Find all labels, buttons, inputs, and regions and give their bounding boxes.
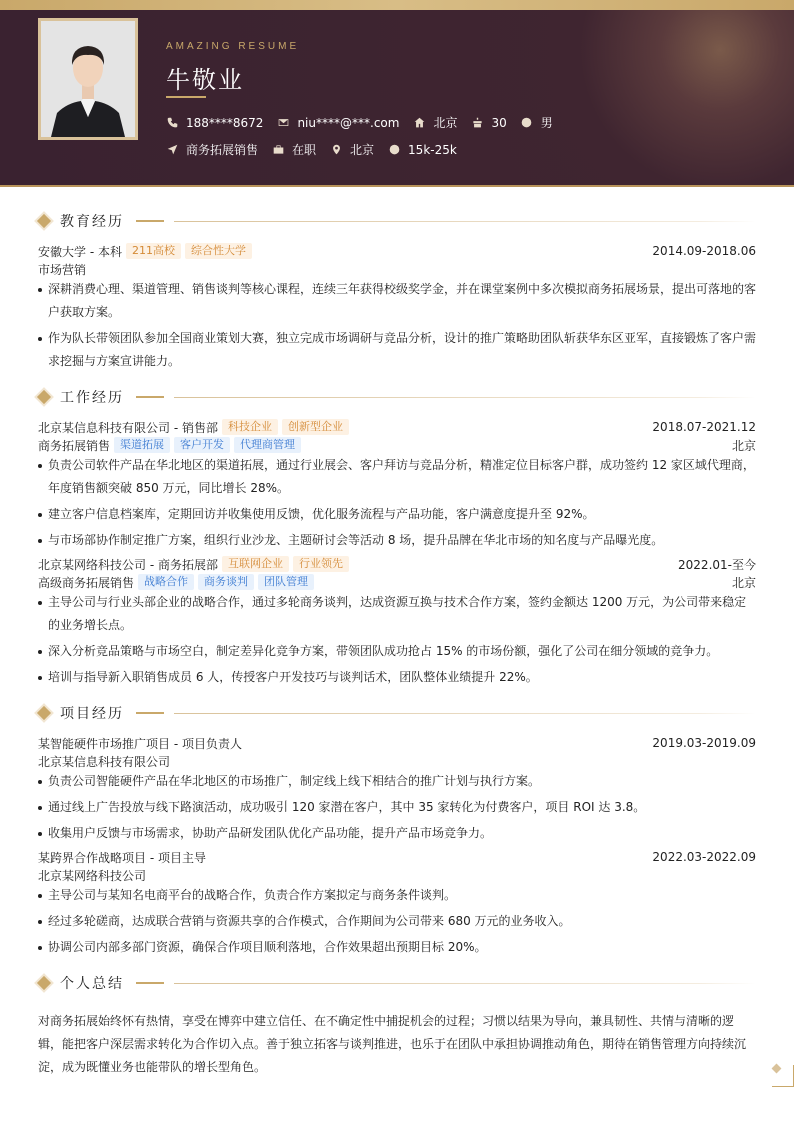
list-item: 深耕消费心理、渠道管理、销售谈判等核心课程，连续三年获得校级奖学金，并在课堂案例中多次模拟商务拓展场景，提出可落地的客户获取方案。 <box>38 278 756 324</box>
section-education <box>38 200 756 242</box>
education-tag: 211高校 <box>126 243 181 259</box>
portrait-image <box>41 21 135 137</box>
list-item: 通过线上广告投放与线下路演活动，成功吸引 120 家潜在客户，其中 35 家转化为付费客户，项目 ROI 达 3.8。 <box>38 796 756 819</box>
project-org: 北京某网络科技公司 <box>38 868 147 883</box>
work-entry-head <box>38 418 756 436</box>
diamond-icon <box>37 976 51 990</box>
title-dash <box>136 712 164 714</box>
work-bullets <box>38 454 756 552</box>
briefcase-icon <box>272 144 284 156</box>
skill-tag: 商务谈判 <box>198 574 254 590</box>
list-item: 主导公司与行业头部企业的战略合作，通过多轮商务谈判，达成资源互换与技术合作方案，签约金额达 1200 万元，为公司带来稳定的业务增长点。 <box>38 591 756 637</box>
profile-photo <box>38 18 138 140</box>
education-bullets <box>38 278 756 373</box>
title-line <box>174 983 756 984</box>
salary-item <box>388 143 457 157</box>
list-item: 协调公司内部多部门资源，确保合作项目顺利落地，合作效果超出预期目标 20%。 <box>38 936 756 959</box>
candidate-name: 牛敬业 <box>166 66 244 94</box>
project-title: 某智能硬件市场推广项目 - 项目负责人 <box>38 736 242 751</box>
target-city-item <box>330 141 374 158</box>
title-dash <box>136 396 164 398</box>
project-title: 某跨界合作战略项目 - 项目主导 <box>38 850 206 865</box>
work-location: 北京 <box>731 438 756 453</box>
mail-icon <box>277 117 289 129</box>
gender-item <box>521 114 553 131</box>
location-pin-icon <box>330 144 342 156</box>
email-item <box>277 116 399 130</box>
skill-tag: 战略合作 <box>138 574 194 590</box>
contact-row <box>166 114 567 131</box>
status-item <box>272 141 316 158</box>
role-line <box>38 436 756 454</box>
job-intent-row <box>166 141 471 158</box>
age-item <box>471 116 506 130</box>
job-target-text: 商务拓展销售 <box>186 143 259 157</box>
list-item: 负责公司智能硬件产品在华北地区的市场推广，制定线上线下相结合的推广计划与执行方案。 <box>38 770 756 793</box>
project-date: 2019.03-2019.09 <box>652 736 756 750</box>
email-text: niu****@***.com <box>297 115 400 130</box>
project-bullets <box>38 770 756 845</box>
gender-text: 男 <box>540 116 553 130</box>
user-face-icon <box>521 117 533 129</box>
education-date: 2014.09-2018.06 <box>652 244 756 258</box>
top-accent-bar <box>0 0 794 10</box>
section-summary <box>38 962 756 1004</box>
skill-tag: 渠道拓展 <box>114 437 170 453</box>
title-line <box>174 221 756 222</box>
list-item: 深入分析竞品策略与市场空白，制定差异化竞争方案，带领团队成功抢占 15% 的市场份额，强化了公司在细分领域的竞争力。 <box>38 640 756 663</box>
work-entry-head <box>38 555 756 573</box>
city-text: 北京 <box>433 116 458 130</box>
company-tag: 互联网企业 <box>222 556 289 572</box>
resume-body <box>38 200 756 1079</box>
title-line <box>174 397 756 398</box>
section-title-education: 教育经历 <box>60 214 124 230</box>
company-name: 北京某网络科技公司 - 商务拓展部 <box>38 557 218 572</box>
work-bullets <box>38 591 756 689</box>
role-title: 高级商务拓展销售 <box>38 575 135 590</box>
section-work <box>38 376 756 418</box>
school-name: 安徽大学 - 本科 <box>38 244 122 259</box>
skill-tag: 客户开发 <box>174 437 230 453</box>
project-entry-head <box>38 734 756 752</box>
send-icon <box>166 144 178 156</box>
work-date: 2018.07-2021.12 <box>652 420 756 434</box>
status-text: 在职 <box>292 143 317 157</box>
work-date: 2022.01-至今 <box>678 557 756 572</box>
summary-text: 对商务拓展始终怀有热情，享受在博弈中建立信任、在不确定性中捕捉机会的过程；习惯以结果为导向，兼具韧性、共情与清晰的逻辑，能把客户深层需求转化为合作切入点。善于独立拓客与谈判推进，也乐于在团队中承担协调推动角色，期待在销售管理方向持续沉淀，成为既懂业务也能带队的增长型角色。 <box>38 1014 747 1074</box>
list-item: 经过多轮磋商，达成联合营销与资源共享的合作模式，合作期间为公司带来 680 万元的业务收入。 <box>38 910 756 933</box>
project-org: 北京某信息科技有限公司 <box>38 754 171 769</box>
target-city-text: 北京 <box>350 143 375 157</box>
project-org-line <box>38 752 756 770</box>
project-bullets <box>38 884 756 959</box>
list-item: 作为队长带领团队参加全国商业策划大赛，独立完成市场调研与竞品分析，设计的推广策略助团队斩获华东区亚军，直接锻炼了客户需求挖掘与方案宣讲能力。 <box>38 327 756 373</box>
title-line <box>174 713 756 714</box>
money-icon <box>388 144 400 156</box>
role-title: 商务拓展销售 <box>38 438 111 453</box>
brand-subtitle: AMAZING RESUME <box>166 41 300 52</box>
project-org-line <box>38 866 756 884</box>
list-item: 主导公司与某知名电商平台的战略合作，负责合作方案拟定与商务条件谈判。 <box>38 884 756 907</box>
resume-header <box>0 10 794 187</box>
list-item: 收集用户反馈与市场需求，协助产品研发团队优化产品功能，提升产品市场竞争力。 <box>38 822 756 845</box>
age-text: 30 <box>491 115 507 130</box>
diamond-icon <box>37 390 51 404</box>
list-item: 与市场部协作制定推广方案，组织行业沙龙、主题研讨会等活动 8 场，提升品牌在华北市场的知名度与产品曝光度。 <box>38 529 756 552</box>
company-name: 北京某信息科技有限公司 - 销售部 <box>38 420 218 435</box>
home-icon <box>413 117 425 129</box>
section-project <box>38 692 756 734</box>
section-title-work: 工作经历 <box>60 390 124 406</box>
phone-icon <box>166 117 178 129</box>
company-tag: 创新型企业 <box>282 419 349 435</box>
project-entry-head <box>38 848 756 866</box>
phone-item <box>166 116 263 130</box>
project-date: 2022.03-2022.09 <box>652 850 756 864</box>
role-line <box>38 573 756 591</box>
work-location: 北京 <box>731 575 756 590</box>
education-entry-head <box>38 242 756 260</box>
title-dash <box>136 982 164 984</box>
company-tag: 行业领先 <box>293 556 349 572</box>
section-title-summary: 个人总结 <box>60 976 124 992</box>
skill-tag: 团队管理 <box>258 574 314 590</box>
skill-tag: 代理商管理 <box>234 437 301 453</box>
major: 市场营销 <box>38 262 87 277</box>
list-item: 培训与指导新入职销售成员 6 人，传授客户开发技巧与谈判话术，团队整体业绩提升 22%。 <box>38 666 756 689</box>
education-tag: 综合性大学 <box>185 243 252 259</box>
diamond-icon <box>37 214 51 228</box>
name-underline <box>166 96 206 98</box>
phone-text: 188****8672 <box>186 115 264 130</box>
company-tag: 科技企业 <box>222 419 278 435</box>
cake-icon <box>471 117 483 129</box>
title-dash <box>136 220 164 222</box>
salary-text: 15k-25k <box>408 142 457 157</box>
list-item: 负责公司软件产品在华北地区的渠道拓展，通过行业展会、客户拜访与竞品分析，精准定位目标客户群，成功签约 12 家区域代理商，年度销售额突破 850 万元，同比增长 28%。 <box>38 454 756 500</box>
section-title-project: 项目经历 <box>60 706 124 722</box>
city-item <box>413 114 457 131</box>
list-item: 建立客户信息档案库，定期回访并收集使用反馈，优化服务流程与产品功能，客户满意度提升至 92%。 <box>38 503 756 526</box>
job-target-item <box>166 141 258 158</box>
major-line <box>38 260 756 278</box>
diamond-icon <box>37 706 51 720</box>
